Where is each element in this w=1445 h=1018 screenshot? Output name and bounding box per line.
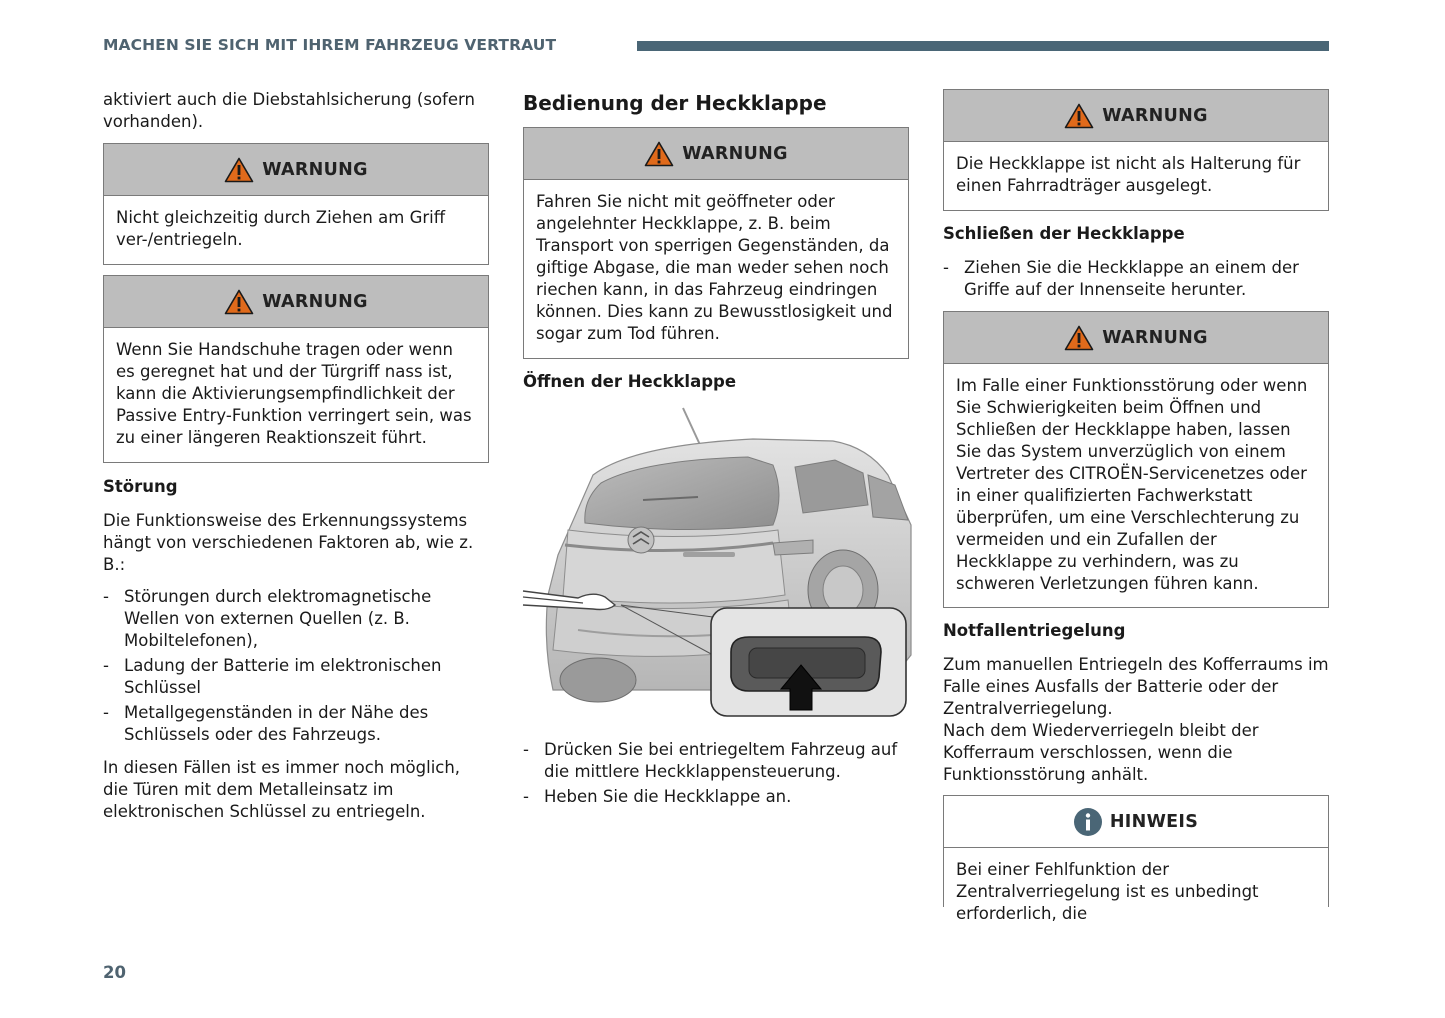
list-item: - Störungen durch elektromagnetische Wellen von externen Quellen (z. B. Mobiltelefonen), [103, 586, 489, 652]
page-header-title: MACHEN SIE SICH MIT IHREM FAHRZEUG VERTRAUT [103, 36, 557, 54]
warning-box-bike-carrier [943, 89, 1329, 211]
warning-box-malfunction [943, 311, 1329, 608]
stoerung-paragraph: Die Funktionsweise des Erkennungssystems hängt von verschiedenen Faktoren ab, wie z. B.: [103, 511, 474, 574]
warning-text: Wenn Sie Handschuhe tragen oder wenn es geregnet hat und der Türgriff nass ist, kann die Aktivierungsempfindlichkeit der Passive Entry-Funktion verringert sein, was zu einer längeren Reaktionszeit führt. [116, 340, 472, 447]
heading-close-tailgate: Schließen der Heckklappe [943, 224, 1185, 243]
warning-triangle-icon [644, 141, 674, 167]
warning-label: WARNUNG [682, 143, 788, 164]
list-item: - Drücken Sie bei entriegeltem Fahrzeug auf die mittlere Heckklappensteuerung. [523, 739, 909, 783]
closing-paragraph: In diesen Fällen ist es immer noch möglich, die Türen mit dem Metalleinsatz im elektronischen Schlüssel zu entriegeln. [103, 758, 461, 821]
section-title: Bedienung der Heckklappe [523, 91, 827, 115]
warning-label: WARNUNG [262, 291, 368, 312]
warning-box-grip [103, 143, 489, 265]
warning-box-header [944, 90, 1328, 142]
list-item: - Ladung der Batterie im elektronischen Schlüssel [103, 655, 489, 699]
warning-box-exhaust [523, 127, 909, 359]
hint-label: HINWEIS [1109, 811, 1199, 832]
header-accent-bar [637, 41, 1329, 51]
factors-list [103, 586, 489, 749]
hint-box [943, 795, 1329, 923]
warning-triangle-icon [224, 289, 254, 315]
heading-open-tailgate: Öffnen der Heckklappe [523, 372, 737, 391]
warning-label: WARNUNG [1102, 105, 1208, 126]
warning-text: Die Heckklappe ist nicht als Halterung für einen Fahrradträger ausgelegt. [956, 154, 1301, 195]
close-steps-list [943, 257, 1329, 304]
warning-box-header [104, 276, 488, 328]
list-item: - Ziehen Sie die Heckklappe an einem der Griffe auf der Innenseite herunter. [943, 257, 1329, 301]
info-icon [1074, 808, 1102, 836]
warning-triangle-icon [1064, 325, 1094, 351]
warning-text: Fahren Sie nicht mit geöffneter oder angelehnter Heckklappe, z. B. beim Transport von sperrigen Gegenständen, da giftige Abgase, die man weder sehen noch riechen kann, in das Fahrzeug eindringen können. Dies kann zu Bewusstlosigkeit und sogar zum Tod führen. [536, 192, 893, 343]
warning-box-gloves [103, 275, 489, 463]
list-item: - Metallgegenständen in der Nähe des Schlüssels oder des Fahrzeugs. [103, 702, 489, 746]
hint-text: Bei einer Fehlfunktion der Zentralverriegelung ist es unbedingt erforderlich, die [956, 860, 1259, 923]
emergency-paragraph: Zum manuellen Entriegeln des Kofferraums im Falle eines Ausfalls der Batterie oder der Zentralverriegelung. Nach dem Wiederverriegeln bleibt der Kofferraum verschlossen, wenn die Funktionsstörung anhält. [943, 655, 1329, 784]
intro-paragraph: aktiviert auch die Diebstahlsicherung (sofern vorhanden). [103, 90, 475, 131]
warning-box-header [104, 144, 488, 196]
heading-stoerung: Störung [103, 477, 178, 496]
list-item: - Heben Sie die Heckklappe an. [523, 786, 909, 808]
open-steps-list [523, 739, 909, 811]
warning-box-header [524, 128, 908, 180]
warning-box-header [944, 312, 1328, 364]
tailgate-illustration [523, 405, 913, 720]
warning-label: WARNUNG [262, 159, 368, 180]
warning-text: Im Falle einer Funktionsstörung oder wenn Sie Schwierigkeiten beim Öffnen und Schließen der Heckklappe haben, lassen Sie das System unverzüglich von einem Vertreter des CITROËN-Servicenetzes oder in einer qualifizierten Fachwerkstatt überprüfen, um eine Verschlechterung zu vermeiden und ein Zufallen der Heckklappe zu verhindern, was zu schweren Verletzungen führen kann. [956, 376, 1308, 593]
heading-emergency-release: Notfallentriegelung [943, 621, 1126, 640]
hint-box-header [944, 796, 1328, 848]
warning-triangle-icon [1064, 103, 1094, 129]
page-number: 20 [103, 963, 126, 982]
warning-triangle-icon [224, 157, 254, 183]
warning-text: Nicht gleichzeitig durch Ziehen am Griff ver-/entriegeln. [116, 208, 446, 249]
warning-label: WARNUNG [1102, 327, 1208, 348]
